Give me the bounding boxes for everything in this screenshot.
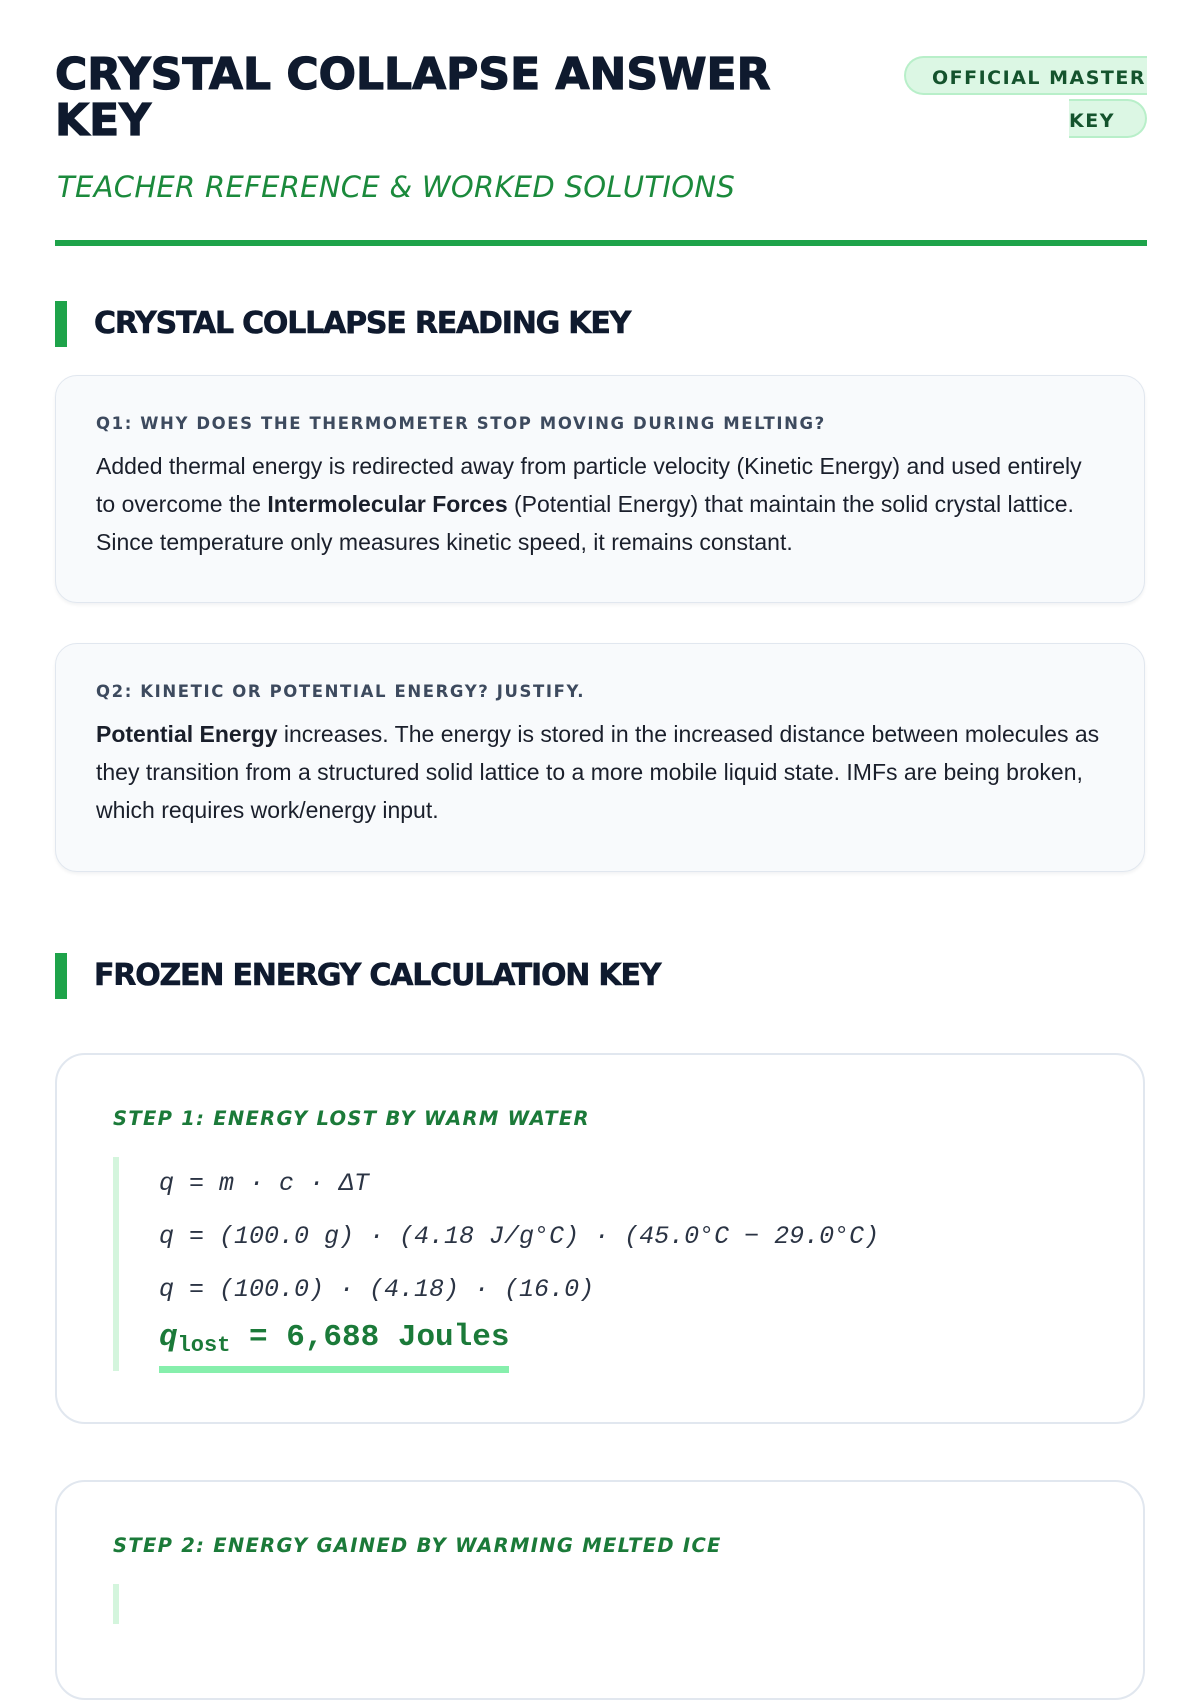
calculation-card-step-1 [55,1053,1145,1424]
worked-solution [113,1157,1013,1371]
answer-emphasis: Intermolecular Forces [267,491,508,517]
answer-key-page [55,0,1147,1600]
result-value: = 6,688 Joules [230,1320,510,1355]
question-card-q1 [55,375,1145,603]
badge-line-2 [1069,99,1147,138]
result-symbol: q [159,1320,178,1355]
final-answer [159,1318,509,1373]
section-accent-bar [55,953,67,999]
question-text: Q1: WHY DOES THE THERMOMETER STOP MOVING DURING MELTING? [96,414,826,433]
document-header [55,49,1147,248]
calculation-card-step-2 [55,1480,1145,1700]
reading-key-heading [55,301,1147,347]
answer-emphasis: Potential Energy [96,721,278,747]
badge-line-2-text: KEY [1069,110,1115,132]
section-title: FROZEN ENERGY CALCULATION KEY [94,958,661,993]
step-title: STEP 1: ENERGY LOST BY WARM WATER [113,1107,590,1130]
question-text: Q2: KINETIC OR POTENTIAL ENERGY? JUSTIFY. [96,682,586,701]
equation-line: q = m · c · ΔT [159,1169,370,1198]
official-badge [904,56,1147,144]
page-subtitle: TEACHER REFERENCE & WORKED SOLUTIONS [57,170,736,204]
section-accent-bar [55,301,67,347]
badge-line-1: OFFICIAL MASTER [904,56,1147,95]
equation-line: q = (100.0 g) · (4.18 J/g°C) · (45.0°C − 29.0°C) [159,1222,880,1251]
answer-text-part: Added thermal energy is redirected away from particle velocity (Kinetic Energy) and used entirely to overcome the [96,453,1082,517]
section-title: CRYSTAL COLLAPSE READING KEY [94,306,631,341]
page-title: CRYSTAL COLLAPSE ANSWER KEY [55,49,771,146]
answer-text-part: (Potential Energy) that maintain the solid crystal lattice. Since temperature only measures kinetic speed, it remains constant. [96,491,1074,555]
equation-line: q = (100.0) · (4.18) · (16.0) [159,1275,595,1304]
worked-solution [113,1584,1013,1624]
header-divider [55,240,1147,246]
question-card-q2 [55,643,1145,872]
answer-text [96,715,1104,829]
answer-text [96,447,1104,561]
step-title: STEP 2: ENERGY GAINED BY WARMING MELTED ICE [113,1534,722,1557]
result-subscript: lost [177,1333,231,1358]
answer-text-part: increases. The energy is stored in the increased distance between molecules as they transition from a structured solid lattice to a more mobile liquid state. IMFs are being broken, which requires work/energy input. [96,721,1100,823]
calculation-key-heading [55,953,1147,999]
